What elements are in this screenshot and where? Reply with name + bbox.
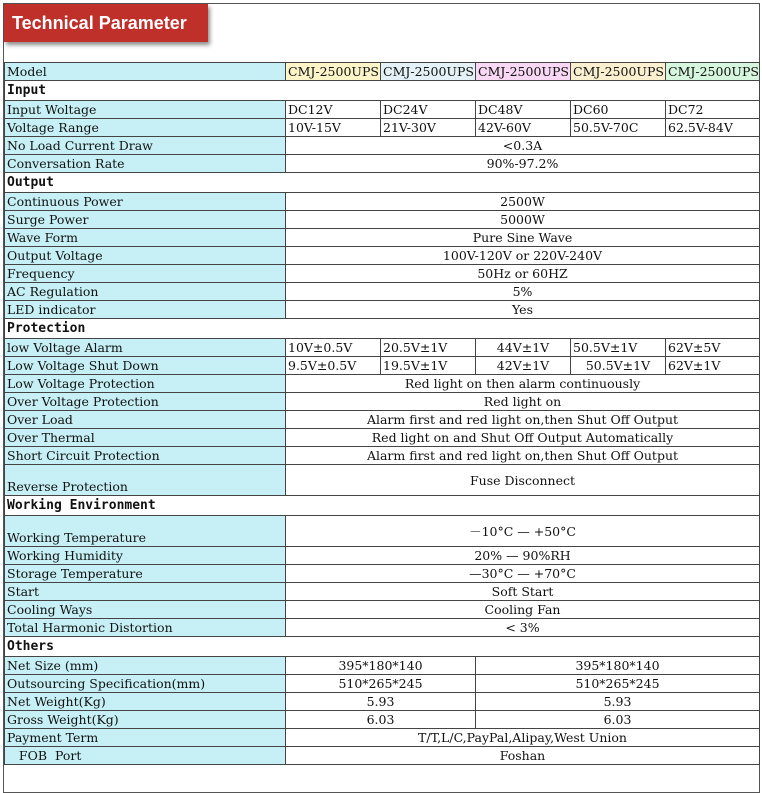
table-row bbox=[5, 583, 760, 601]
table-row bbox=[5, 547, 760, 565]
value-cell: 44V±1V bbox=[476, 339, 571, 357]
row-label: Low Voltage Protection bbox=[5, 375, 286, 393]
value-cell: 5% bbox=[286, 283, 760, 301]
section-title: Working Environment bbox=[5, 496, 760, 516]
table-row bbox=[5, 516, 760, 547]
value-cell: Soft Start bbox=[286, 583, 760, 601]
table-row bbox=[5, 729, 760, 747]
table-row bbox=[5, 229, 760, 247]
value-cell: 20% — 90%RH bbox=[286, 547, 760, 565]
row-label: Wave Form bbox=[5, 229, 286, 247]
value-cell: DC72 bbox=[666, 101, 760, 119]
table-row bbox=[5, 283, 760, 301]
row-label: Model bbox=[5, 63, 286, 81]
row-label: Total Harmonic Distortion bbox=[5, 619, 286, 637]
table-row bbox=[5, 411, 760, 429]
table-row bbox=[5, 265, 760, 283]
value-cell: 10V-15V bbox=[286, 119, 381, 137]
value-cell: Fuse Disconnect bbox=[286, 465, 760, 496]
model-cell: CMJ-2500UPS bbox=[286, 63, 381, 81]
row-label: FOB Port bbox=[5, 747, 286, 765]
section-title: Others bbox=[5, 637, 760, 657]
table-row bbox=[5, 247, 760, 265]
table-row bbox=[5, 601, 760, 619]
row-label: Input Woltage bbox=[5, 101, 286, 119]
value-cell: 5.93 bbox=[286, 693, 476, 711]
table-row-model bbox=[5, 63, 760, 81]
value-cell: Cooling Fan bbox=[286, 601, 760, 619]
row-label: Continuous Power bbox=[5, 193, 286, 211]
banner-title: Technical Parameter bbox=[4, 4, 208, 42]
value-cell: DC60 bbox=[571, 101, 666, 119]
table-row bbox=[5, 155, 760, 173]
section-row-protection bbox=[5, 319, 760, 339]
row-label: Over Voltage Protection bbox=[5, 393, 286, 411]
row-label: Outsourcing Specification(mm) bbox=[5, 675, 286, 693]
value-cell: < 3% bbox=[286, 619, 760, 637]
value-cell: DC24V bbox=[381, 101, 476, 119]
value-cell: 510*265*245 bbox=[286, 675, 476, 693]
value-cell: 50Hz or 60HZ bbox=[286, 265, 760, 283]
value-cell: Alarm first and red light on,then Shut Off Output bbox=[286, 411, 760, 429]
value-cell: 6.03 bbox=[286, 711, 476, 729]
table-row bbox=[5, 357, 760, 375]
value-cell: 50.5V±1V bbox=[571, 339, 666, 357]
value-cell: 5000W bbox=[286, 211, 760, 229]
row-label: Short Circuit Protection bbox=[5, 447, 286, 465]
value-cell: Foshan bbox=[286, 747, 760, 765]
value-cell: DC48V bbox=[476, 101, 571, 119]
section-title: Output bbox=[5, 173, 760, 193]
value-cell: 5.93 bbox=[476, 693, 760, 711]
section-row-input bbox=[5, 81, 760, 101]
row-label: Over Load bbox=[5, 411, 286, 429]
value-cell: 42V±1V bbox=[476, 357, 571, 375]
section-row-environment bbox=[5, 496, 760, 516]
value-cell: 510*265*245 bbox=[476, 675, 760, 693]
table-row bbox=[5, 211, 760, 229]
table-row bbox=[5, 447, 760, 465]
row-label: Payment Term bbox=[5, 729, 286, 747]
value-cell: 50.5V±1V bbox=[571, 357, 666, 375]
value-cell: 9.5V±0.5V bbox=[286, 357, 381, 375]
table-row bbox=[5, 339, 760, 357]
row-label: Net Size (mm) bbox=[5, 657, 286, 675]
value-cell: —30°C — +70°C bbox=[286, 565, 760, 583]
spec-sheet bbox=[3, 3, 760, 793]
table-row bbox=[5, 301, 760, 319]
table-row bbox=[5, 619, 760, 637]
table-row bbox=[5, 137, 760, 155]
model-cell: CMJ-2500UPS bbox=[381, 63, 476, 81]
section-title: Protection bbox=[5, 319, 760, 339]
spec-table bbox=[4, 62, 760, 765]
table-row bbox=[5, 657, 760, 675]
row-label: Over Thermal bbox=[5, 429, 286, 447]
row-label: Working Temperature bbox=[5, 516, 286, 547]
row-label: low Voltage Alarm bbox=[5, 339, 286, 357]
value-cell: Red light on bbox=[286, 393, 760, 411]
table-row bbox=[5, 675, 760, 693]
value-cell: 6.03 bbox=[476, 711, 760, 729]
value-cell: T/T,L/C,PayPal,Alipay,West Union bbox=[286, 729, 760, 747]
model-cell: CMJ-2500UPS bbox=[476, 63, 571, 81]
value-cell: 10V±0.5V bbox=[286, 339, 381, 357]
value-cell: －10°C — +50°C bbox=[286, 516, 760, 547]
value-cell: Pure Sine Wave bbox=[286, 229, 760, 247]
table-row bbox=[5, 101, 760, 119]
value-cell: 19.5V±1V bbox=[381, 357, 476, 375]
value-cell: DC12V bbox=[286, 101, 381, 119]
value-cell: 42V-60V bbox=[476, 119, 571, 137]
value-cell: 62V±5V bbox=[666, 339, 760, 357]
row-label: Low Voltage Shut Down bbox=[5, 357, 286, 375]
value-cell: Yes bbox=[286, 301, 760, 319]
row-label: Working Humidity bbox=[5, 547, 286, 565]
value-cell: 62.5V-84V bbox=[666, 119, 760, 137]
table-row bbox=[5, 693, 760, 711]
value-cell: 395*180*140 bbox=[286, 657, 476, 675]
row-label: Start bbox=[5, 583, 286, 601]
table-row bbox=[5, 193, 760, 211]
model-cell: CMJ-2500UPS bbox=[666, 63, 760, 81]
table-row bbox=[5, 465, 760, 496]
value-cell: 50.5V-70C bbox=[571, 119, 666, 137]
row-label: Conversation Rate bbox=[5, 155, 286, 173]
table-row bbox=[5, 711, 760, 729]
table-row bbox=[5, 393, 760, 411]
value-cell: 62V±1V bbox=[666, 357, 760, 375]
row-label: Cooling Ways bbox=[5, 601, 286, 619]
table-row bbox=[5, 565, 760, 583]
section-title: Input bbox=[5, 81, 760, 101]
row-label: Net Weight(Kg) bbox=[5, 693, 286, 711]
value-cell: 100V-120V or 220V-240V bbox=[286, 247, 760, 265]
row-label: No Load Current Draw bbox=[5, 137, 286, 155]
row-label: Gross Weight(Kg) bbox=[5, 711, 286, 729]
model-cell: CMJ-2500UPS bbox=[571, 63, 666, 81]
table-row bbox=[5, 119, 760, 137]
value-cell: 90%-97.2% bbox=[286, 155, 760, 173]
row-label: Surge Power bbox=[5, 211, 286, 229]
row-label: Frequency bbox=[5, 265, 286, 283]
value-cell: 21V-30V bbox=[381, 119, 476, 137]
value-cell: 2500W bbox=[286, 193, 760, 211]
section-row-others bbox=[5, 637, 760, 657]
row-label: Reverse Protection bbox=[5, 465, 286, 496]
value-cell: 395*180*140 bbox=[476, 657, 760, 675]
value-cell: Red light on and Shut Off Output Automatically bbox=[286, 429, 760, 447]
section-row-output bbox=[5, 173, 760, 193]
row-label: Output Voltage bbox=[5, 247, 286, 265]
value-cell: Red light on then alarm continuously bbox=[286, 375, 760, 393]
value-cell: 20.5V±1V bbox=[381, 339, 476, 357]
table-row bbox=[5, 429, 760, 447]
value-cell: Alarm first and red light on,then Shut Off Output bbox=[286, 447, 760, 465]
row-label: AC Regulation bbox=[5, 283, 286, 301]
value-cell: <0.3A bbox=[286, 137, 760, 155]
table-row bbox=[5, 375, 760, 393]
row-label: Storage Temperature bbox=[5, 565, 286, 583]
row-label: Voltage Range bbox=[5, 119, 286, 137]
row-label: LED indicator bbox=[5, 301, 286, 319]
table-row bbox=[5, 747, 760, 765]
